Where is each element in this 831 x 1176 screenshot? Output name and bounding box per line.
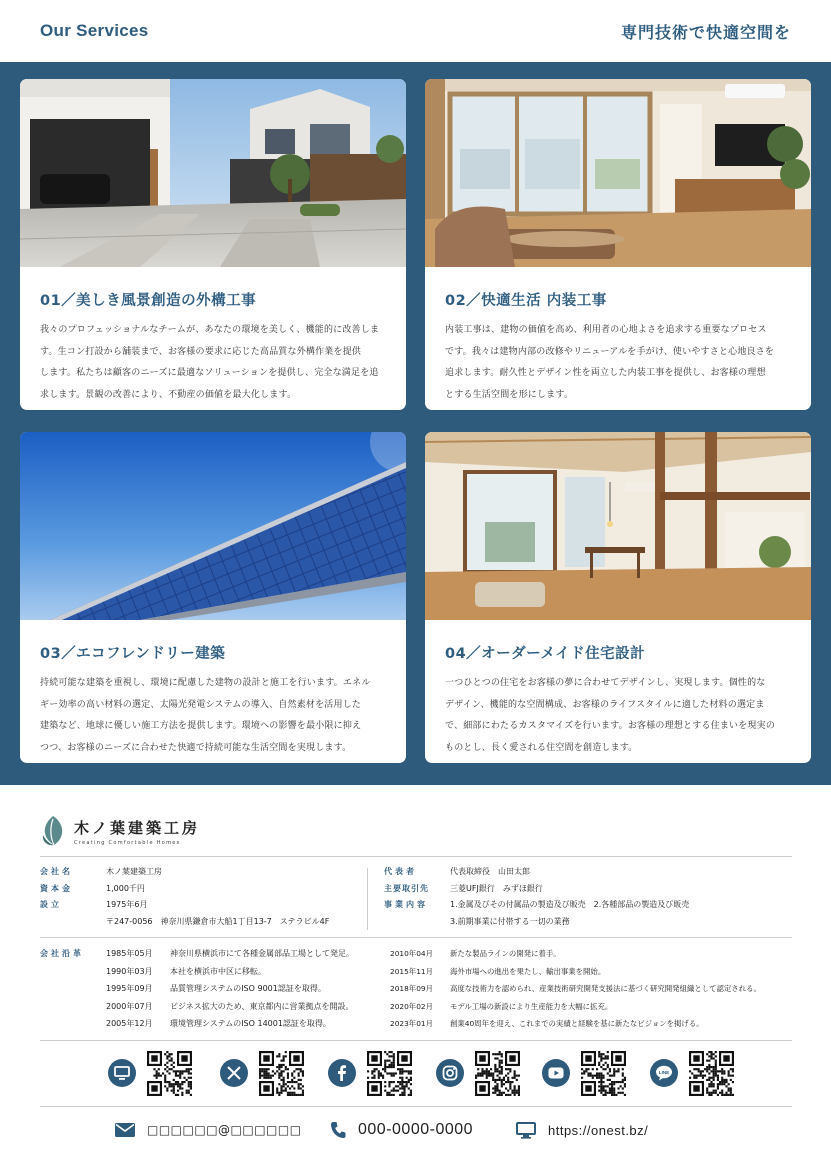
desc-line: ギー効率の高い材料の選定、太陽光発電システムの導入、自然素材を活用した	[40, 699, 362, 710]
contact-bar	[0, 1118, 831, 1142]
sns-instagram[interactable]	[436, 1050, 520, 1096]
qr-code	[581, 1051, 626, 1096]
history-text: 高度な技術力を認められ、産業技術研究開発支援法に基づく研究開発組織として認定される。	[450, 984, 761, 993]
info-row	[40, 914, 329, 931]
info-label: 主要取引先	[384, 883, 429, 893]
service-title: 04／オーダーメイド住宅設計	[445, 646, 646, 662]
history-date: 2010年04月	[390, 949, 433, 958]
info-label: 会社名	[40, 867, 73, 876]
divider	[40, 1040, 792, 1041]
history-date: 1990年03月	[106, 966, 153, 976]
tagline: 専門技術で快適空間を	[620, 22, 791, 42]
info-label: 設立	[40, 900, 62, 909]
service-title: 01／美しき風景創造の外構工事	[40, 293, 257, 309]
monitor-icon[interactable]	[108, 1059, 136, 1087]
sns-facebook[interactable]	[328, 1050, 412, 1096]
svg-text:LINE: LINE	[658, 1070, 670, 1075]
divider	[40, 1106, 792, 1107]
qr-code	[689, 1051, 734, 1096]
history-row	[390, 998, 761, 1016]
youtube-icon[interactable]	[542, 1059, 570, 1087]
desc-line: デザイン、機能的な空間構成、お客様のライフスタイルに適した材料の選定ま	[445, 699, 765, 710]
solar-panel-photo	[20, 432, 406, 620]
info-value: 代表取締役 山田太郎	[450, 867, 530, 876]
info-row	[40, 897, 329, 914]
contact-website[interactable]	[516, 1118, 648, 1142]
info-divider	[367, 868, 368, 930]
history-text: 海外市場への進出を果たし、輸出事業を開始。	[450, 966, 606, 976]
service-card-eco	[20, 432, 406, 763]
sns-youtube[interactable]	[542, 1050, 626, 1096]
service-title: 02／快適生活 内装工事	[445, 293, 607, 309]
history-text: モデル工場の新設により生産能力を大幅に拡充。	[450, 1001, 613, 1011]
instagram-icon[interactable]	[436, 1059, 464, 1087]
service-card-exterior	[20, 79, 406, 410]
exterior-photo	[20, 79, 406, 267]
history-row	[106, 945, 354, 963]
desc-line: 持続可能な建築を重視し、環境に配慮した建物の設計と施工を行います。エネル	[40, 678, 371, 688]
divider	[40, 937, 792, 938]
history-text: 品質管理システムのISO 9001認証を取得。	[170, 984, 326, 993]
x-icon[interactable]	[220, 1059, 248, 1087]
history-date: 2020年02月	[390, 1001, 433, 1011]
info-row	[40, 864, 329, 881]
service-description	[40, 320, 390, 406]
desc-line: します。私たちは顧客のニーズに最適なソリューションを提供し、完全な満足を追	[40, 368, 379, 378]
desc-line: 追求します。耐久性とデザイン性を両立した内装工事を提供し、お客様の理想	[445, 368, 766, 378]
history-row	[390, 980, 761, 998]
info-value: 3.前期事業に付帯する一切の業務	[450, 916, 570, 926]
service-description	[40, 673, 390, 759]
social-links	[108, 1050, 748, 1098]
divider	[40, 856, 792, 857]
info-label: 資本金	[40, 883, 73, 893]
desc-line: 一つひとつの住宅をお客様の夢に合わせてデザインし、実現します。個性的な	[445, 678, 766, 688]
info-value: 木ノ葉建築工房	[106, 867, 162, 876]
desc-line: です。我々は建物内部の改修やリニューアルを手がけ、使いやすさと心地良さを	[445, 346, 775, 357]
qr-code	[475, 1051, 520, 1096]
company-history	[40, 945, 792, 1035]
history-text: ビジネス拡大のため、東京都内に営業拠点を開設。	[170, 1001, 354, 1011]
qr-code	[367, 1051, 412, 1096]
section-title: Our Services	[40, 21, 149, 40]
interior-photo	[425, 79, 811, 267]
desc-line: す。生コン打設から舗装まで、お客様の要求に応じた高品質な外構作業を提供	[40, 346, 362, 357]
desc-line: で、細部にわたるカスタマイズを行います。お客様の理想とする住まいを現実の	[445, 721, 776, 731]
desc-line: とする生活空間を形にします。	[445, 389, 574, 400]
info-value: 1,000千円	[106, 883, 145, 893]
desc-line: 求します。景観の改善により、不動産の価値を最大化します。	[40, 389, 297, 400]
history-text: 環境管理システムのISO 14001認証を取得。	[170, 1019, 331, 1028]
website-url[interactable]: https://onest.bz/	[548, 1122, 649, 1138]
info-value: 〒247-0056 神奈川県鎌倉市大船1丁目13-7 ステラビル4F	[106, 916, 330, 926]
desc-line: 建築など、地球に優しい施工方法を提供します。環境への影響を最小限に抑え	[40, 721, 362, 731]
history-row	[106, 1015, 354, 1033]
info-label: 事業内容	[384, 900, 428, 909]
page-header	[0, 0, 831, 62]
info-row	[384, 897, 689, 914]
history-text: 創業40周年を迎え、これまでの実績と経験を基に新たなビジョンを掲げる。	[450, 1019, 704, 1028]
service-description	[445, 673, 795, 759]
sns-monitor[interactable]	[108, 1050, 192, 1096]
history-date: 2005年12月	[106, 1019, 153, 1028]
mail-icon	[115, 1123, 135, 1137]
desc-line: 我々のプロフェッショナルなチームが、あなたの環境を美しく、機能的に改善しま	[40, 325, 380, 335]
custom-house-photo	[425, 432, 811, 620]
leaf-logo-icon	[40, 815, 66, 847]
history-date: 2018年09月	[390, 984, 433, 993]
history-date: 1985年05月	[106, 949, 153, 958]
contact-phone[interactable]	[330, 1118, 473, 1142]
history-row	[106, 998, 354, 1016]
company-name-logo: 木ノ葉建築工房	[74, 818, 201, 837]
history-list-right	[390, 945, 761, 1033]
monitor-icon	[516, 1122, 536, 1139]
history-label: 会社沿革	[40, 949, 84, 958]
company-slogan: Creating Comfortable Homes	[74, 839, 181, 846]
desc-line: つつ、お客様のニーズに合わせた快適で持続可能な生活空間を実現します。	[40, 742, 352, 753]
info-label: 代表者	[384, 867, 417, 876]
company-info-left	[40, 864, 329, 930]
company-logo	[40, 812, 200, 850]
service-card-custom-house	[425, 432, 811, 763]
info-row	[40, 881, 329, 898]
history-date: 1995年09月	[106, 984, 153, 993]
service-description	[445, 320, 795, 406]
history-row	[390, 945, 761, 963]
history-text: 神奈川県横浜市にて各種金属部品工場として発足。	[170, 949, 354, 958]
history-row	[390, 963, 761, 981]
email-address[interactable]: □□□□□□@□□□□□□	[147, 1123, 302, 1137]
history-date: 2015年11月	[390, 966, 433, 976]
history-row	[390, 1015, 761, 1033]
phone-icon	[330, 1121, 346, 1139]
sns-x[interactable]	[220, 1050, 304, 1096]
qr-code	[147, 1051, 192, 1096]
phone-number[interactable]: 000-0000-0000	[358, 1121, 474, 1138]
history-date: 2023年01月	[390, 1019, 433, 1028]
info-row	[384, 864, 689, 881]
history-row	[106, 963, 354, 981]
company-info-right	[384, 864, 689, 930]
services-section	[0, 62, 831, 785]
history-text: 新たな製品ラインの開発に着手。	[450, 949, 561, 958]
service-title: 03／エコフレンドリー建築	[40, 646, 226, 662]
desc-line: ものとし、長く愛される住空間を創造します。	[445, 742, 638, 753]
history-row	[106, 980, 354, 998]
line-icon[interactable]	[650, 1059, 678, 1087]
history-text: 本社を横浜市中区に移転。	[170, 966, 266, 976]
qr-code	[259, 1051, 304, 1096]
sns-line[interactable]	[650, 1050, 734, 1096]
facebook-icon[interactable]	[328, 1059, 356, 1087]
info-value: 三菱UFJ銀行 みずほ銀行	[450, 883, 543, 893]
info-value: 1975年6月	[106, 900, 148, 909]
info-row	[384, 914, 689, 931]
contact-email[interactable]	[115, 1118, 302, 1142]
service-card-interior	[425, 79, 811, 410]
desc-line: 内装工事は、建物の価値を高め、利用者の心地よさを追求する重要なプロセス	[445, 325, 767, 335]
info-row	[384, 881, 689, 898]
info-value: 1.金属及びその付属品の製造及び販売 2.各種部品の製造及び販売	[450, 900, 690, 909]
history-list-left	[106, 945, 354, 1033]
history-date: 2000年07月	[106, 1001, 153, 1011]
